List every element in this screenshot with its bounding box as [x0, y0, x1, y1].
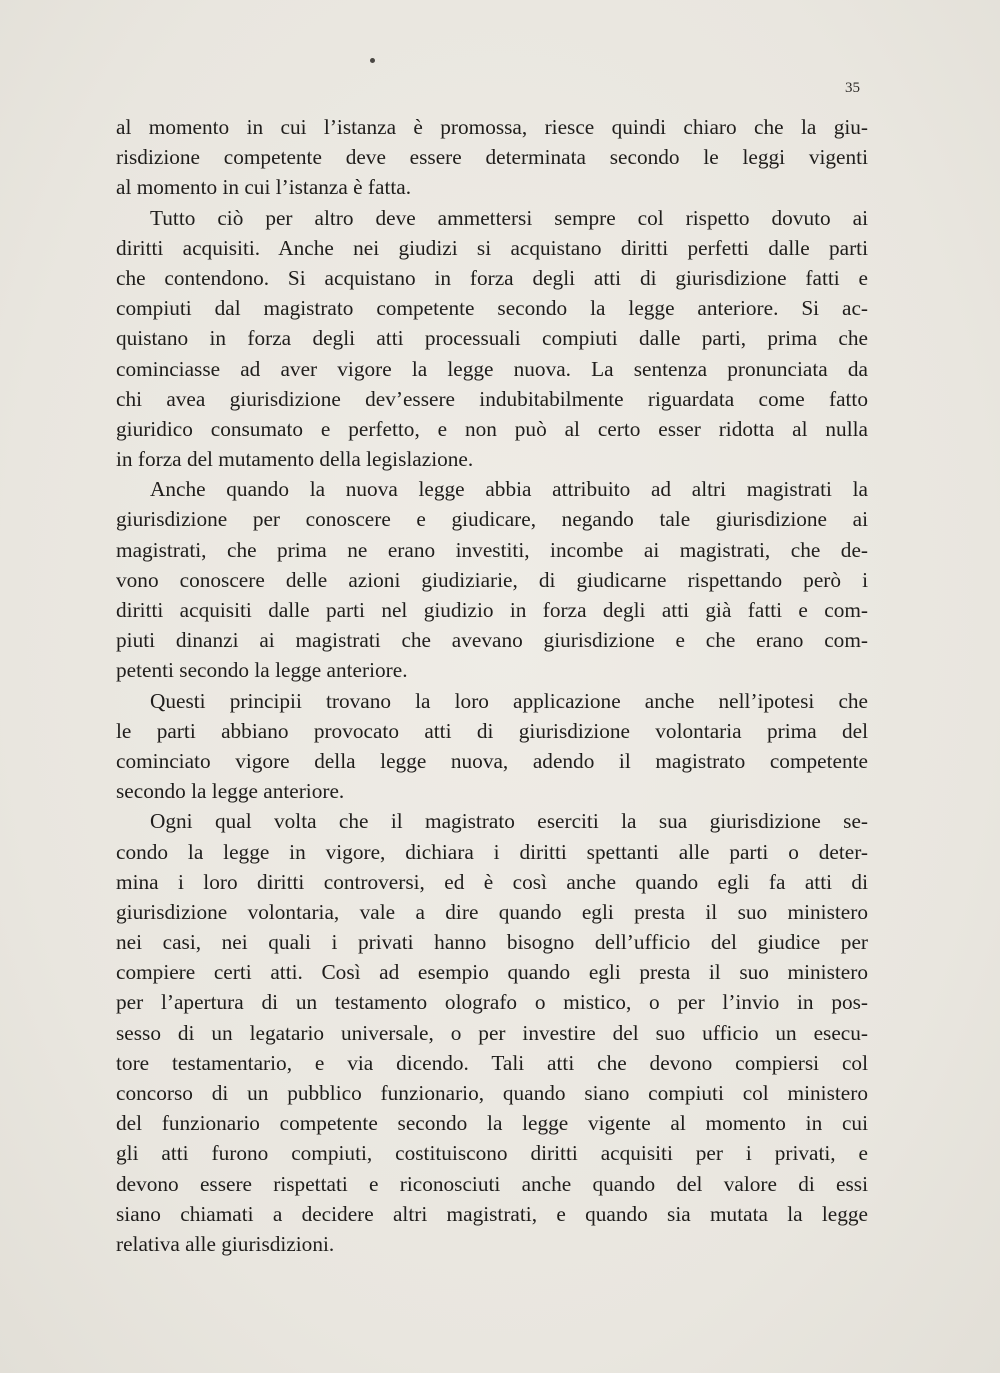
body-text: [116, 112, 868, 1259]
paragraph-3: [116, 474, 868, 685]
text-line: per l’apertura di un testamento olografo o mistico, o per l’invio in pos-: [116, 990, 868, 1015]
text-line: secondo la legge anteriore.: [116, 779, 345, 804]
text-line: diritti acquisiti dalle parti nel giudizio in forza degli atti già fatti e com-: [116, 598, 868, 622]
text-line: compiere certi atti. Così ad esempio quando egli presta il suo ministero: [116, 960, 868, 985]
paragraph-5: [116, 806, 868, 1259]
text-line: compiuti dal magistrato competente secondo la legge anteriore. Si ac-: [116, 296, 868, 321]
text-line: gli atti furono compiuti, costituiscono diritti acquisiti per i privati, e: [116, 1141, 868, 1166]
text-line: quistano in forza degli atti processuali compiuti dalle parti, prima che: [116, 326, 868, 351]
text-line: le parti abbiano provocato atti di giurisdizione volontaria prima del: [116, 718, 868, 743]
paragraph-4: [116, 686, 868, 807]
text-line: condo la legge in vigore, dichiara i diritti spettanti alle parti o deter-: [116, 839, 868, 864]
text-line: petenti secondo la legge anteriore.: [116, 658, 408, 683]
text-line: tore testamentario, e via dicendo. Tali atti che devono compiersi col: [116, 1050, 868, 1075]
text-line: Questi principii trovano la loro applicazione anche nell’ipotesi che: [150, 688, 868, 713]
text-line: magistrati, che prima ne erano investiti, incombe ai magistrati, che de-: [116, 537, 868, 562]
text-line: cominciato vigore della legge nuova, adendo il magistrato competente: [116, 748, 868, 773]
text-line: concorso di un pubblico funzionario, quando siano compiuti col ministero: [116, 1081, 868, 1105]
paragraph-2: [116, 203, 868, 475]
text-line: chi avea giurisdizione dev’essere indubitabilmente riguardata come fatto: [116, 386, 868, 411]
paragraph-1: [116, 112, 868, 203]
print-speck: [370, 58, 375, 63]
text-line: Tutto ciò per altro deve ammettersi sempre col rispetto dovuto ai: [150, 205, 868, 230]
text-line: vono conoscere delle azioni giudiziarie, di giudicarne rispettando però i: [116, 567, 868, 592]
text-line: al momento in cui l’istanza è fatta.: [116, 175, 412, 200]
text-line: del funzionario competente secondo la legge vigente al momento in cui: [116, 1111, 868, 1136]
text-line: che contendono. Si acquistano in forza degli atti di giurisdizione fatti e: [116, 265, 868, 290]
text-line: risdizione competente deve essere determinata secondo le leggi vigenti: [116, 145, 868, 170]
text-line: giurisdizione per conoscere e giudicare, negando tale giurisdizione ai: [116, 507, 868, 532]
text-line: mina i loro diritti controversi, ed è così anche quando egli fa atti di: [116, 869, 868, 894]
text-line: siano chiamati a decidere altri magistrati, e quando sia mutata la legge: [116, 1201, 868, 1226]
text-line: Ogni qual volta che il magistrato eserciti la sua giurisdizione se-: [150, 809, 868, 834]
text-line: nei casi, nei quali i privati hanno bisogno dell’ufficio del giudice per: [116, 930, 868, 955]
text-line: piuti dinanzi ai magistrati che avevano giurisdizione e che erano com-: [116, 628, 868, 653]
text-line: sesso di un legatario universale, o per investire del suo ufficio un esecu-: [116, 1020, 868, 1045]
text-line: devono essere rispettati e riconosciuti anche quando del valore di essi: [116, 1171, 868, 1196]
text-line: giuridico consumato e perfetto, e non può al certo esser ridotta al nulla: [116, 416, 868, 441]
text-line: in forza del mutamento della legislazione.: [116, 447, 474, 472]
text-line: al momento in cui l’istanza è promossa, riesce quindi chiaro che la giu-: [116, 115, 868, 139]
text-line: Anche quando la nuova legge abbia attribuito ad altri magistrati la: [150, 477, 868, 502]
page-number: 35: [845, 80, 860, 96]
text-line: diritti acquisiti. Anche nei giudizi si acquistano diritti perfetti dalle parti: [116, 235, 868, 260]
text-line: giurisdizione volontaria, vale a dire quando egli presta il suo ministero: [116, 899, 868, 924]
text-line: cominciasse ad aver vigore la legge nuova. La sentenza pronunciata da: [116, 356, 868, 381]
text-line: relativa alle giurisdizioni.: [116, 1231, 335, 1256]
